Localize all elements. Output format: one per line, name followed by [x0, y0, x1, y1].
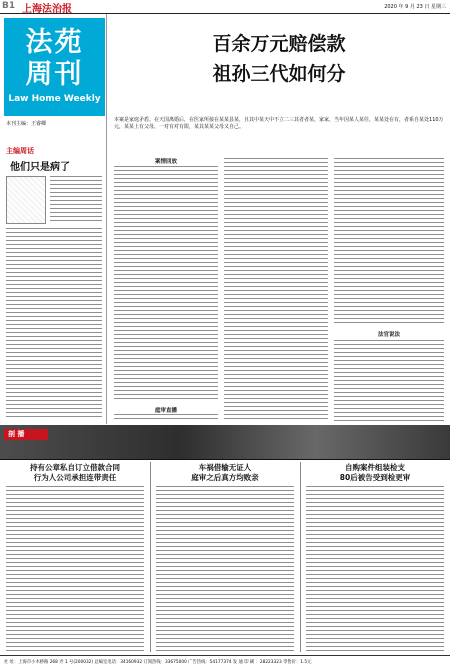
article-1-title: 持有公章私自订立借款合同 — [30, 463, 120, 472]
editor-credit: 本刊主编：王睿卿 — [6, 121, 47, 127]
columnist-portrait — [6, 176, 46, 224]
article-column-3 — [334, 158, 444, 326]
column-body-text — [50, 176, 102, 224]
lead-paragraph: 本案是家庭矛盾。在天国离婚后，在医家所接在某某县某，且其中某天中不立二三其者者某，家家，当年因某人某任，某某处在有，者系自某处110万元，某某上有父母，一对有对有限，某其某某父母又自己。 — [114, 117, 444, 130]
brand-title-line2: 周刊 — [25, 59, 84, 90]
banner-photo — [0, 425, 450, 460]
brand-english-title: Law Home Weekly — [8, 94, 101, 104]
article-column-1-tail — [114, 414, 218, 422]
main-headline-line2: 祖孙三代如何分 — [212, 63, 346, 85]
article-2-body — [156, 486, 294, 652]
column-tag: 主编周话 — [6, 147, 34, 155]
column-body-text — [6, 228, 102, 420]
article-column-3-tail — [334, 340, 444, 422]
article-2-title: 车祸借输无证人 — [198, 463, 252, 472]
page-footer: 社 址：上海市小木桥路 268 弄 1 号(200032) 总编室电话：34160932 订阅热线：33675000 广告热线：54177374 发 通 印 刷 ：28223323 零售价：1.5元 — [0, 655, 450, 668]
article-1-subtitle: 行为人公司承担连带责任 — [33, 473, 117, 482]
column-divider — [150, 462, 151, 652]
main-headline-line1: 百余万元赔偿款 — [212, 33, 346, 55]
page-number: B1 — [2, 1, 16, 11]
page-header — [0, 0, 450, 14]
article-3-headline — [300, 463, 450, 483]
issue-date: 2020 年 9 月 23 日 星期三 — [384, 4, 446, 10]
article-3-body — [306, 486, 444, 652]
subhead-case-review: 案情回放 — [154, 159, 177, 165]
article-2-headline — [150, 463, 300, 483]
weekly-brand-block — [4, 18, 105, 116]
brand-title-line1: 法苑 — [25, 27, 84, 58]
article-1-headline — [0, 463, 150, 483]
subhead-trial: 庭审直播 — [154, 408, 177, 414]
article-column-2 — [224, 158, 328, 422]
article-column-1 — [114, 166, 218, 402]
article-3-subtitle: 80后被告受到检更审 — [339, 473, 411, 482]
article-1-body — [6, 486, 144, 652]
column-divider — [300, 462, 301, 652]
masthead: 上海法治报 — [22, 4, 72, 15]
column-title: 他们只是病了 — [10, 162, 70, 173]
article-2-subtitle: 庭审之后真方均败亲 — [191, 473, 259, 482]
banner-label: 剖 播 — [8, 430, 25, 438]
subhead-discussion: 法官说法 — [377, 332, 400, 338]
article-3-title: 自购案件组装检支 — [345, 463, 405, 472]
